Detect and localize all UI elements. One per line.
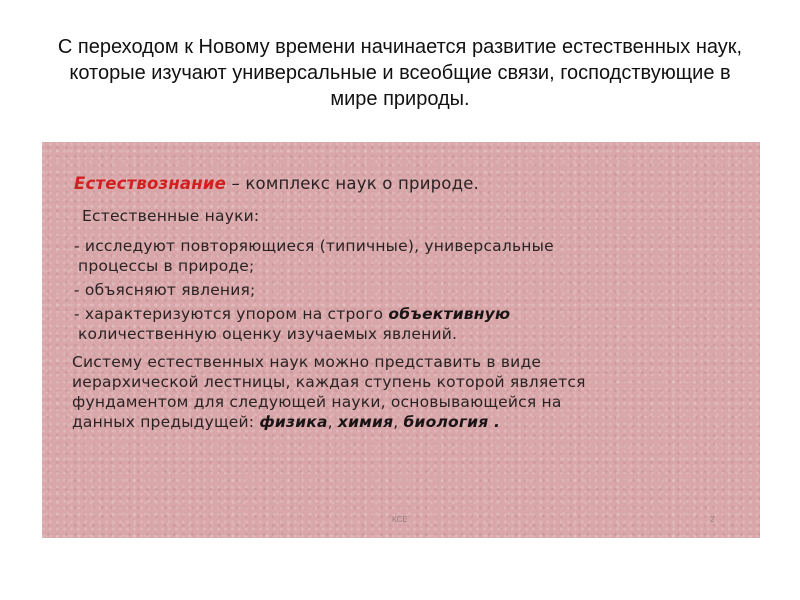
definition-line (74, 174, 479, 194)
bullet-3-line-1 (74, 304, 510, 324)
separator-1: , (327, 413, 338, 431)
ending-period: . (488, 413, 501, 431)
slide-title-line-2: которые изучают универсальные и всеобщие связи, господствующие в (69, 62, 731, 84)
bullet-3-emphasis: объективную (388, 305, 511, 323)
footer-page-number: 2 (710, 515, 715, 524)
science-physics: физика (259, 413, 328, 431)
natural-sciences-heading: Естественные науки: (82, 207, 260, 225)
science-biology: биология (403, 413, 489, 431)
bullet-2: - объясняют явления; (74, 281, 256, 299)
science-chemistry: химия (337, 413, 394, 431)
bullet-1-line-2: процессы в природе; (78, 257, 255, 275)
system-line-4-text: данных предыдущей: (72, 413, 260, 431)
definition-text: – комплекс наук о природе. (226, 174, 480, 193)
system-line-2: иерархической лестницы, каждая ступень которой является (72, 373, 586, 391)
system-line-3: фундаментом для следующей науки, основывающейся на (72, 393, 562, 411)
slide-title (40, 34, 760, 112)
system-line-1: Систему естественных наук можно представить в виде (72, 353, 542, 371)
slide-title-line-3: мире природы. (330, 88, 470, 110)
slide-title-line-1: С переходом к Новому времени начинается развитие естественных наук, (57, 36, 743, 58)
definition-term: Естествознание (74, 174, 227, 193)
footer-label: КСЕ (392, 515, 408, 524)
content-panel (42, 142, 760, 538)
bullet-3-line-2: количественную оценку изучаемых явлений. (78, 325, 458, 343)
system-line-4 (72, 412, 500, 432)
bullet-1-line-1: - исследуют повторяющиеся (типичные), универсальные (74, 237, 554, 255)
separator-2: , (393, 413, 404, 431)
bullet-3-text: - характеризуются упором на строго (74, 305, 389, 323)
